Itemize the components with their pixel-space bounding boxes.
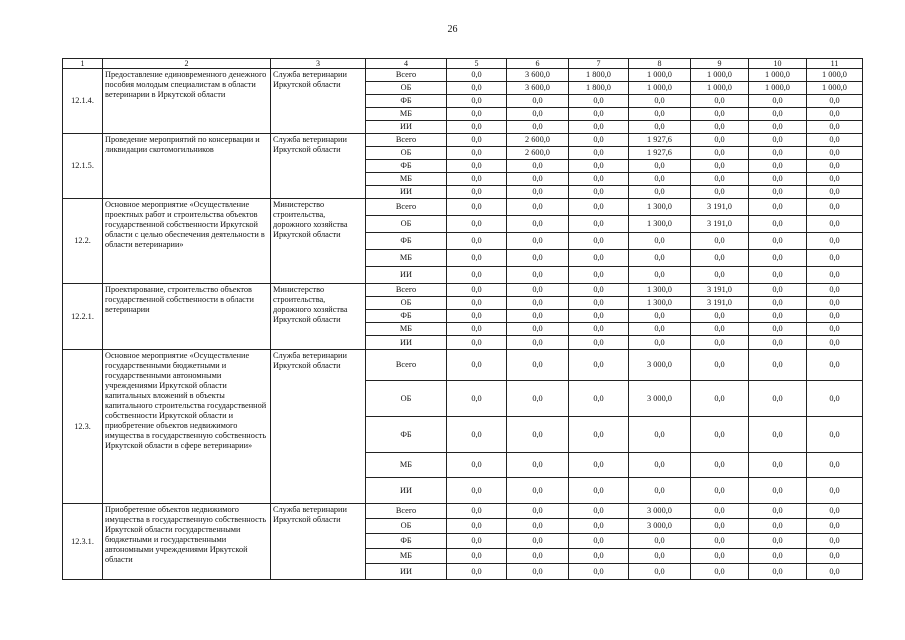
funding-source: ФБ [366,95,447,108]
amount-cell: 0,0 [691,173,749,186]
amount-cell: 0,0 [447,186,507,199]
amount-cell: 0,0 [749,199,807,216]
amount-cell: 0,0 [691,564,749,580]
table-row [63,350,863,381]
amount-cell: 3 000,0 [629,381,691,417]
amount-cell: 0,0 [749,453,807,478]
amount-cell: 0,0 [749,478,807,504]
amount-cell: 0,0 [569,134,629,147]
item-code: 12.2.1. [63,284,103,350]
amount-cell: 0,0 [447,267,507,284]
amount-cell: 0,0 [749,564,807,580]
amount-cell: 0,0 [569,186,629,199]
amount-cell: 3 600,0 [507,82,569,95]
amount-cell: 0,0 [807,216,863,233]
funding-source: Всего [366,504,447,519]
item-name: Предоставление единовременного денежного пособия молодым специалистам в области ветеринарии в Иркутской области [103,69,271,134]
amount-cell: 0,0 [569,95,629,108]
amount-cell: 0,0 [629,323,691,336]
amount-cell: 0,0 [807,147,863,160]
amount-cell: 0,0 [507,199,569,216]
funding-source: ФБ [366,310,447,323]
amount-cell: 1 000,0 [807,82,863,95]
amount-cell: 0,0 [569,284,629,297]
amount-cell: 0,0 [807,381,863,417]
amount-cell: 0,0 [807,564,863,580]
item-executor: Служба ветеринарии Иркутской области [271,504,366,580]
funding-source: ИИ [366,478,447,504]
amount-cell: 0,0 [749,95,807,108]
amount-cell: 0,0 [507,534,569,549]
amount-cell: 0,0 [749,284,807,297]
amount-cell: 0,0 [569,160,629,173]
amount-cell: 0,0 [749,310,807,323]
amount-cell: 0,0 [507,121,569,134]
amount-cell: 0,0 [507,108,569,121]
amount-cell: 0,0 [447,564,507,580]
amount-cell: 0,0 [749,134,807,147]
item-name: Проведение мероприятий по консервации и ликвидации скотомогильников [103,134,271,199]
amount-cell: 0,0 [447,160,507,173]
amount-cell: 0,0 [629,336,691,350]
amount-cell: 0,0 [807,267,863,284]
amount-cell: 0,0 [629,233,691,250]
column-header: 4 [366,59,447,69]
funding-source: ОБ [366,82,447,95]
amount-cell: 1 300,0 [629,216,691,233]
amount-cell: 0,0 [447,134,507,147]
amount-cell: 1 000,0 [629,82,691,95]
amount-cell: 0,0 [507,250,569,267]
amount-cell: 3 600,0 [507,69,569,82]
item-code: 12.2. [63,199,103,284]
amount-cell: 0,0 [447,121,507,134]
amount-cell: 0,0 [507,267,569,284]
amount-cell: 3 191,0 [691,284,749,297]
funding-source: ОБ [366,216,447,233]
amount-cell: 0,0 [691,250,749,267]
amount-cell: 0,0 [629,534,691,549]
amount-cell: 0,0 [807,297,863,310]
budget-table [62,58,863,580]
funding-source: Всего [366,134,447,147]
amount-cell: 0,0 [749,233,807,250]
column-header: 9 [691,59,749,69]
amount-cell: 3 000,0 [629,350,691,381]
amount-cell: 0,0 [447,453,507,478]
column-header: 3 [271,59,366,69]
amount-cell: 0,0 [749,173,807,186]
amount-cell: 0,0 [807,160,863,173]
amount-cell: 0,0 [507,186,569,199]
amount-cell: 1 300,0 [629,284,691,297]
amount-cell: 0,0 [807,95,863,108]
item-executor: Служба ветеринарии Иркутской области [271,134,366,199]
amount-cell: 0,0 [629,121,691,134]
funding-source: МБ [366,453,447,478]
amount-cell: 0,0 [629,95,691,108]
item-executor: Министерство строительства, дорожного хозяйства Иркутской области [271,284,366,350]
amount-cell: 0,0 [691,186,749,199]
amount-cell: 0,0 [807,121,863,134]
amount-cell: 0,0 [507,504,569,519]
table-row [63,199,863,216]
amount-cell: 0,0 [749,534,807,549]
amount-cell: 0,0 [749,336,807,350]
amount-cell: 0,0 [447,504,507,519]
amount-cell: 0,0 [569,350,629,381]
amount-cell: 0,0 [749,216,807,233]
amount-cell: 1 000,0 [807,69,863,82]
amount-cell: 0,0 [749,108,807,121]
amount-cell: 0,0 [691,519,749,534]
amount-cell: 0,0 [507,336,569,350]
amount-cell: 0,0 [629,478,691,504]
amount-cell: 0,0 [569,233,629,250]
amount-cell: 1 000,0 [749,82,807,95]
amount-cell: 0,0 [807,233,863,250]
amount-cell: 0,0 [507,310,569,323]
amount-cell: 3 191,0 [691,297,749,310]
amount-cell: 0,0 [807,186,863,199]
amount-cell: 0,0 [447,336,507,350]
amount-cell: 0,0 [807,323,863,336]
amount-cell: 0,0 [749,250,807,267]
amount-cell: 0,0 [569,564,629,580]
column-header: 10 [749,59,807,69]
amount-cell: 0,0 [629,564,691,580]
amount-cell: 0,0 [569,504,629,519]
amount-cell: 3 000,0 [629,504,691,519]
amount-cell: 0,0 [691,549,749,564]
funding-source: ФБ [366,534,447,549]
amount-cell: 0,0 [691,350,749,381]
amount-cell: 3 191,0 [691,199,749,216]
amount-cell: 0,0 [691,310,749,323]
amount-cell: 0,0 [807,534,863,549]
item-code: 12.3.1. [63,504,103,580]
amount-cell: 0,0 [447,82,507,95]
amount-cell: 0,0 [569,381,629,417]
amount-cell: 0,0 [507,350,569,381]
table-row [63,134,863,147]
amount-cell: 0,0 [447,147,507,160]
amount-cell: 0,0 [507,323,569,336]
amount-cell: 0,0 [447,534,507,549]
amount-cell: 0,0 [569,417,629,453]
amount-cell: 0,0 [507,284,569,297]
amount-cell: 0,0 [749,147,807,160]
amount-cell: 0,0 [447,69,507,82]
amount-cell: 0,0 [447,519,507,534]
amount-cell: 0,0 [569,216,629,233]
table-header [63,59,863,69]
amount-cell: 0,0 [507,381,569,417]
amount-cell: 0,0 [807,134,863,147]
funding-source: ОБ [366,519,447,534]
amount-cell: 0,0 [749,504,807,519]
column-header: 11 [807,59,863,69]
amount-cell: 3 191,0 [691,216,749,233]
amount-cell: 0,0 [629,453,691,478]
amount-cell: 0,0 [807,173,863,186]
amount-cell: 1 300,0 [629,297,691,310]
column-header: 2 [103,59,271,69]
amount-cell: 0,0 [749,121,807,134]
amount-cell: 0,0 [629,267,691,284]
amount-cell: 0,0 [691,95,749,108]
amount-cell: 0,0 [507,173,569,186]
amount-cell: 0,0 [569,549,629,564]
amount-cell: 0,0 [447,233,507,250]
funding-source: ФБ [366,233,447,250]
funding-source: МБ [366,173,447,186]
amount-cell: 0,0 [691,121,749,134]
amount-cell: 0,0 [507,478,569,504]
amount-cell: 0,0 [447,381,507,417]
header-row [63,59,863,69]
amount-cell: 0,0 [691,336,749,350]
amount-cell: 0,0 [749,323,807,336]
amount-cell: 0,0 [749,549,807,564]
funding-source: ОБ [366,381,447,417]
funding-source: Всего [366,284,447,297]
amount-cell: 0,0 [629,549,691,564]
amount-cell: 0,0 [749,186,807,199]
funding-source: Всего [366,199,447,216]
amount-cell: 0,0 [569,147,629,160]
amount-cell: 0,0 [447,417,507,453]
item-name: Приобретение объектов недвижимого имущества в государственную собственность Иркутской области государственными бюджетными и государственными автономными учреждениями Иркутской области [103,504,271,580]
amount-cell: 0,0 [691,381,749,417]
amount-cell: 0,0 [569,323,629,336]
funding-source: ФБ [366,160,447,173]
amount-cell: 0,0 [569,267,629,284]
amount-cell: 0,0 [691,233,749,250]
amount-cell: 0,0 [749,381,807,417]
amount-cell: 0,0 [807,519,863,534]
amount-cell: 2 600,0 [507,147,569,160]
amount-cell: 0,0 [807,250,863,267]
amount-cell: 0,0 [569,453,629,478]
amount-cell: 0,0 [507,417,569,453]
amount-cell: 0,0 [507,549,569,564]
amount-cell: 0,0 [807,350,863,381]
funding-source: МБ [366,323,447,336]
item-code: 12.1.4. [63,69,103,134]
funding-source: ФБ [366,417,447,453]
funding-source: ОБ [366,147,447,160]
amount-cell: 0,0 [629,108,691,121]
amount-cell: 1 927,6 [629,147,691,160]
item-executor: Министерство строительства, дорожного хозяйства Иркутской области [271,199,366,284]
amount-cell: 0,0 [691,160,749,173]
amount-cell: 0,0 [691,453,749,478]
amount-cell: 0,0 [807,108,863,121]
amount-cell: 0,0 [569,336,629,350]
amount-cell: 0,0 [807,199,863,216]
amount-cell: 0,0 [447,173,507,186]
amount-cell: 0,0 [749,160,807,173]
amount-cell: 0,0 [629,186,691,199]
amount-cell: 0,0 [629,417,691,453]
amount-cell: 0,0 [691,108,749,121]
amount-cell: 1 000,0 [629,69,691,82]
amount-cell: 1 300,0 [629,199,691,216]
amount-cell: 0,0 [569,199,629,216]
amount-cell: 0,0 [691,534,749,549]
amount-cell: 0,0 [749,297,807,310]
item-name: Проектирование, строительство объектов государственной собственности в области ветеринарии [103,284,271,350]
amount-cell: 0,0 [691,417,749,453]
amount-cell: 0,0 [447,95,507,108]
item-code: 12.3. [63,350,103,504]
amount-cell: 0,0 [749,350,807,381]
amount-cell: 0,0 [629,250,691,267]
table-row [63,284,863,297]
column-header: 1 [63,59,103,69]
amount-cell: 2 600,0 [507,134,569,147]
amount-cell: 0,0 [691,267,749,284]
funding-source: МБ [366,549,447,564]
amount-cell: 0,0 [507,453,569,478]
amount-cell: 1 000,0 [749,69,807,82]
amount-cell: 3 000,0 [629,519,691,534]
amount-cell: 0,0 [447,250,507,267]
amount-cell: 0,0 [749,417,807,453]
item-executor: Служба ветеринарии Иркутской области [271,350,366,504]
amount-cell: 0,0 [691,147,749,160]
funding-source: Всего [366,69,447,82]
amount-cell: 0,0 [569,310,629,323]
funding-source: ИИ [366,121,447,134]
amount-cell: 0,0 [569,478,629,504]
funding-source: ИИ [366,186,447,199]
amount-cell: 0,0 [629,160,691,173]
item-code: 12.1.5. [63,134,103,199]
amount-cell: 0,0 [447,216,507,233]
amount-cell: 0,0 [807,336,863,350]
table-body [63,69,863,580]
amount-cell: 0,0 [447,199,507,216]
amount-cell: 0,0 [507,160,569,173]
amount-cell: 1 927,6 [629,134,691,147]
amount-cell: 0,0 [569,108,629,121]
amount-cell: 1 000,0 [691,69,749,82]
funding-source: МБ [366,108,447,121]
amount-cell: 0,0 [447,323,507,336]
amount-cell: 0,0 [691,134,749,147]
item-name: Основное мероприятие «Осуществление проектных работ и строительства объектов государственной собственности Иркутской области с целью обеспечения деятельности в области ветеринарии» [103,199,271,284]
amount-cell: 0,0 [807,478,863,504]
amount-cell: 0,0 [691,478,749,504]
funding-source: Всего [366,350,447,381]
amount-cell: 0,0 [629,173,691,186]
amount-cell: 1 800,0 [569,82,629,95]
amount-cell: 0,0 [447,108,507,121]
amount-cell: 0,0 [807,310,863,323]
amount-cell: 0,0 [507,564,569,580]
amount-cell: 0,0 [447,549,507,564]
amount-cell: 0,0 [807,284,863,297]
amount-cell: 0,0 [569,297,629,310]
amount-cell: 0,0 [807,417,863,453]
amount-cell: 0,0 [691,323,749,336]
amount-cell: 0,0 [569,121,629,134]
funding-source: ИИ [366,336,447,350]
column-header: 6 [507,59,569,69]
amount-cell: 0,0 [629,310,691,323]
funding-source: МБ [366,250,447,267]
funding-source: ИИ [366,267,447,284]
amount-cell: 0,0 [447,310,507,323]
item-name: Основное мероприятие «Осуществление государственными бюджетными и государственными автономными учреждениями Иркутской области капитальных вложений в объекты капитального строительства государственной собственности Иркутской области и приобретение объектов недвижимого имущества в государственную собственность Иркутской области в сфере ветеринарии» [103,350,271,504]
amount-cell: 0,0 [569,519,629,534]
amount-cell: 0,0 [749,267,807,284]
amount-cell: 0,0 [447,284,507,297]
amount-cell: 0,0 [507,216,569,233]
amount-cell: 0,0 [691,504,749,519]
amount-cell: 0,0 [569,173,629,186]
item-executor: Служба ветеринарии Иркутской области [271,69,366,134]
table-row [63,504,863,519]
page-number: 26 [447,24,458,35]
amount-cell: 0,0 [569,534,629,549]
funding-source: ИИ [366,564,447,580]
amount-cell: 0,0 [807,504,863,519]
table-row [63,69,863,82]
amount-cell: 0,0 [507,95,569,108]
amount-cell: 0,0 [507,519,569,534]
amount-cell: 0,0 [447,478,507,504]
column-header: 8 [629,59,691,69]
amount-cell: 0,0 [569,250,629,267]
column-header: 5 [447,59,507,69]
amount-cell: 0,0 [807,453,863,478]
amount-cell: 0,0 [447,350,507,381]
amount-cell: 1 800,0 [569,69,629,82]
funding-source: ОБ [366,297,447,310]
amount-cell: 0,0 [447,297,507,310]
amount-cell: 0,0 [807,549,863,564]
column-header: 7 [569,59,629,69]
amount-cell: 1 000,0 [691,82,749,95]
amount-cell: 0,0 [507,297,569,310]
amount-cell: 0,0 [749,519,807,534]
amount-cell: 0,0 [507,233,569,250]
